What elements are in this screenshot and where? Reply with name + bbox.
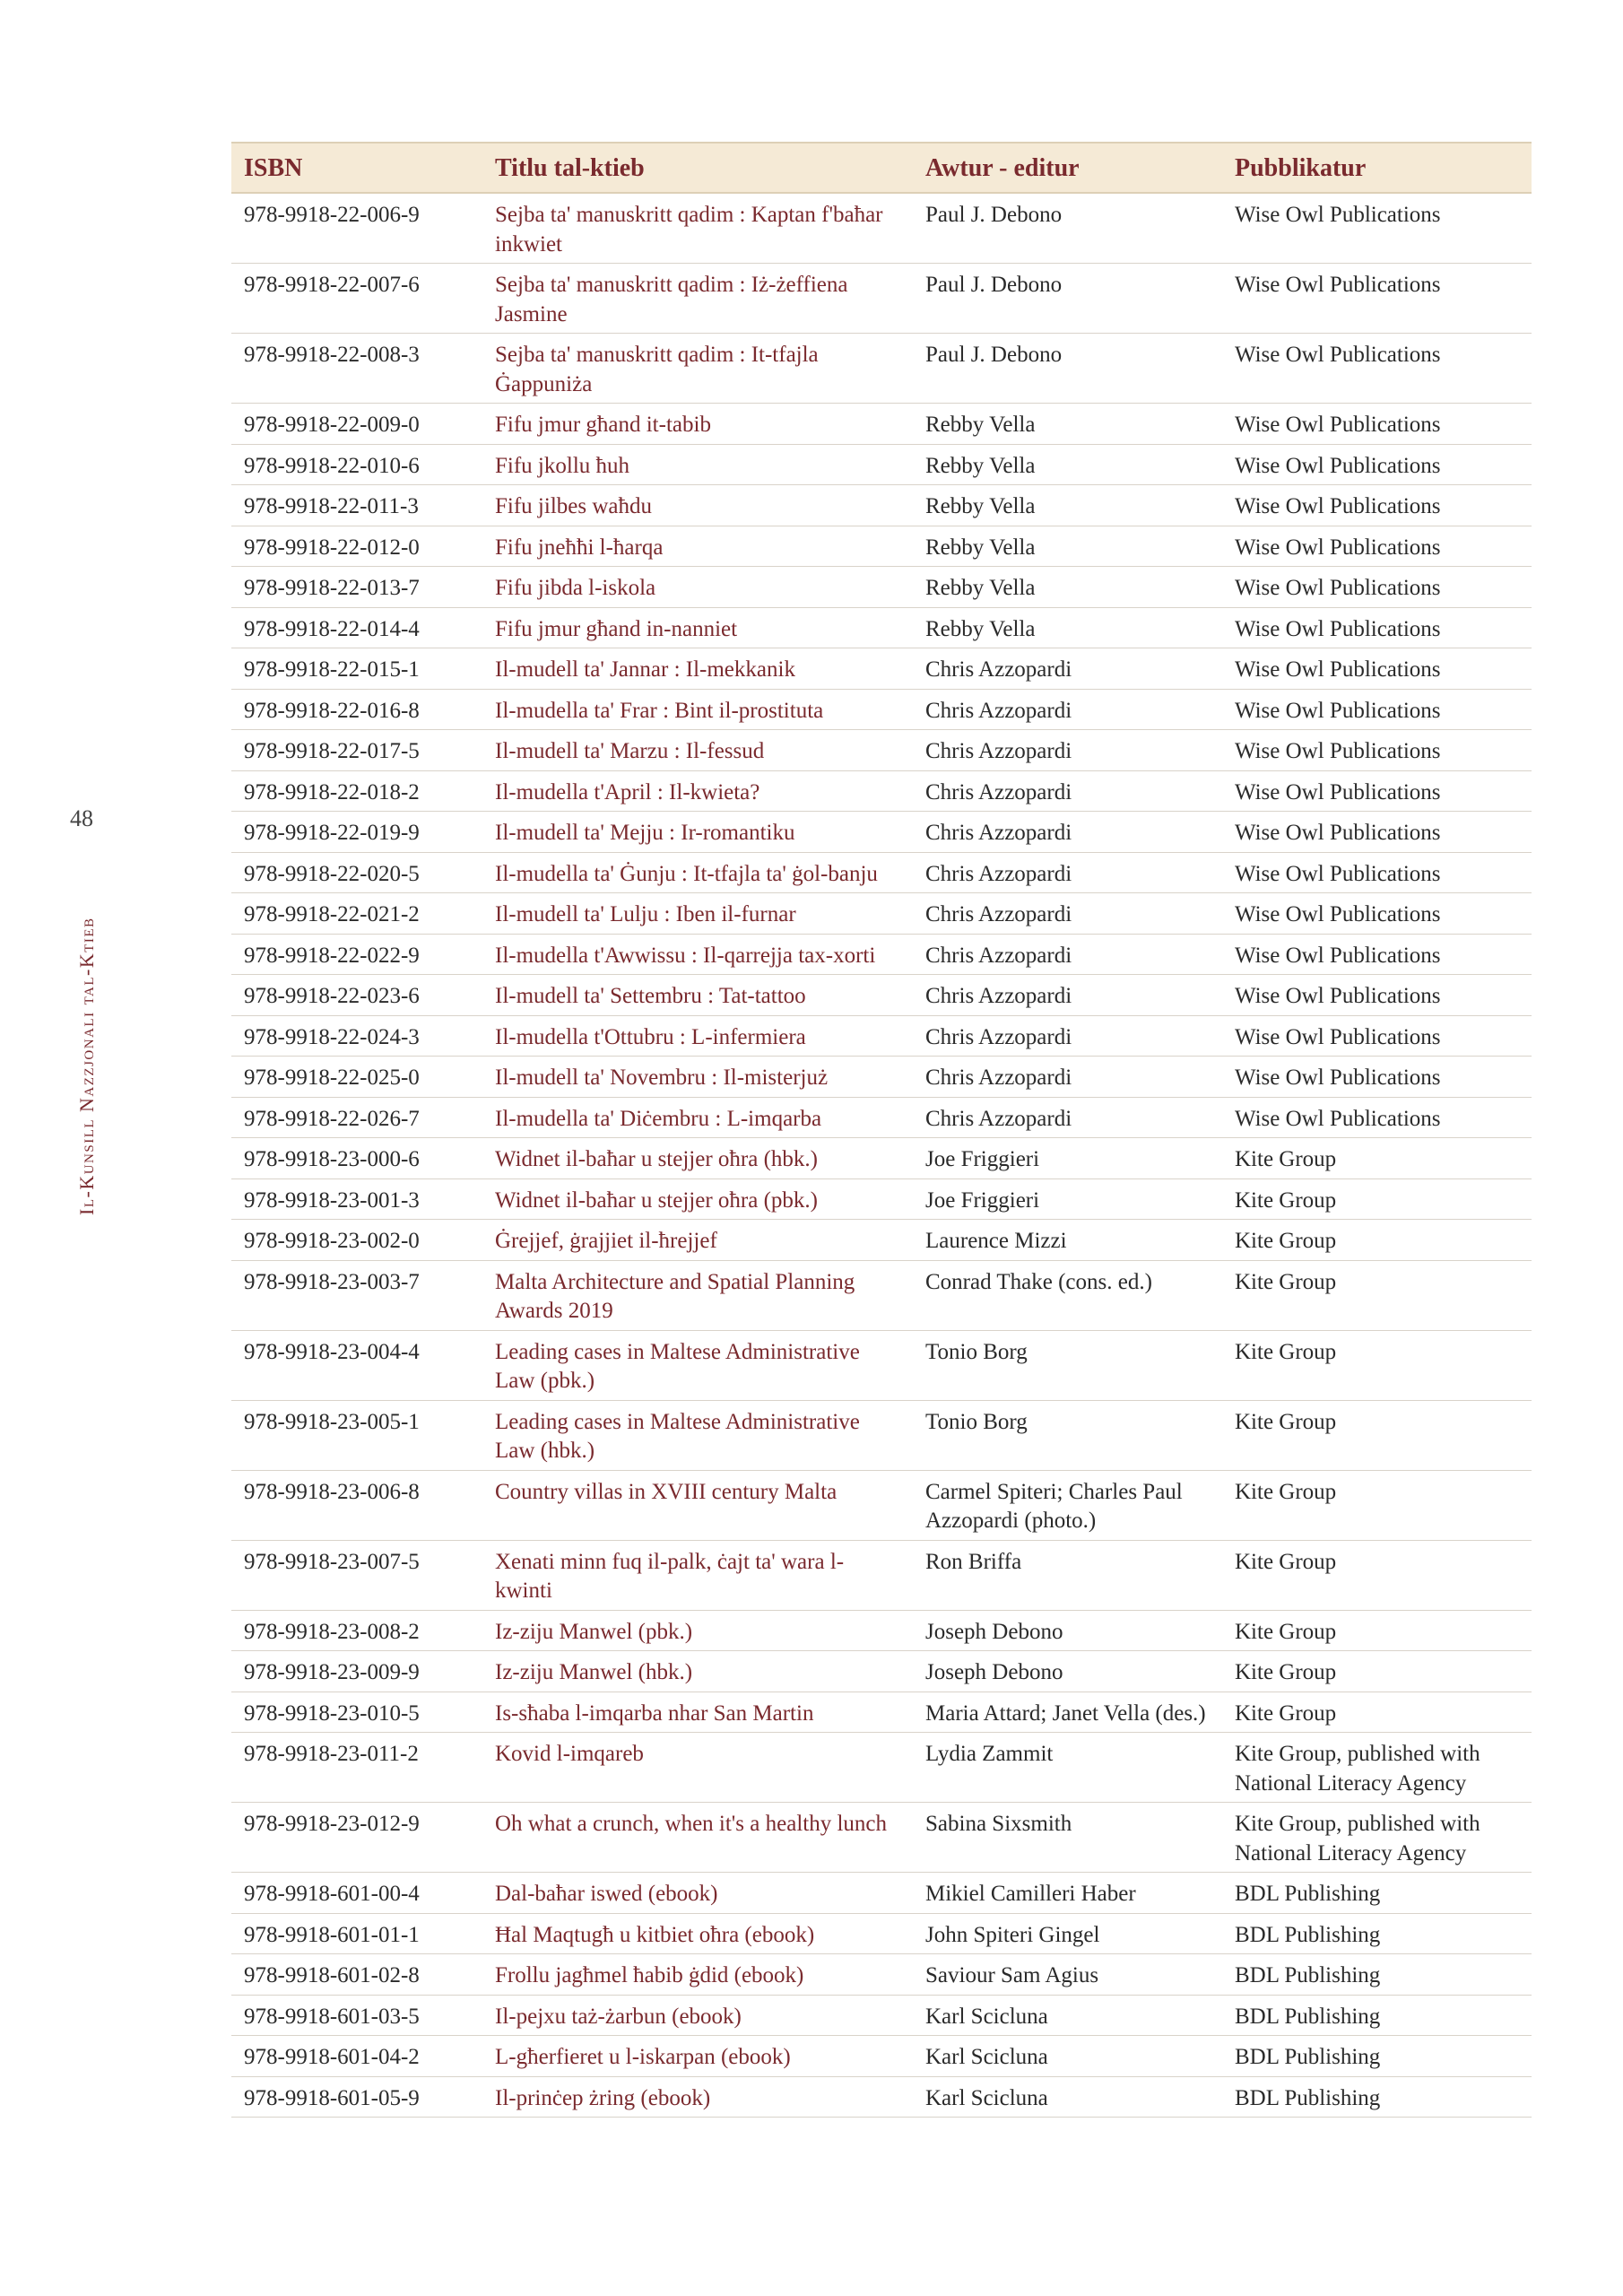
publisher-cell: Kite Group <box>1222 1330 1532 1400</box>
isbn-cell: 978-9918-23-010-5 <box>231 1692 482 1733</box>
isbn-cell: 978-9918-23-003-7 <box>231 1260 482 1330</box>
isbn-cell: 978-9918-22-018-2 <box>231 770 482 812</box>
title-cell: Il-mudell ta' Novembru : Il-misterjuż <box>482 1057 913 1098</box>
table-row <box>231 1733 1532 1803</box>
table-row <box>231 1873 1532 1914</box>
author-cell: Paul J. Debono <box>913 334 1222 404</box>
table-row <box>231 1470 1532 1540</box>
isbn-cell: 978-9918-22-017-5 <box>231 730 482 771</box>
publisher-cell: Wise Owl Publications <box>1222 812 1532 853</box>
isbn-cell: 978-9918-601-04-2 <box>231 2036 482 2077</box>
author-cell: Karl Scicluna <box>913 2076 1222 2118</box>
title-cell: Fifu jmur għand it-tabib <box>482 404 913 445</box>
title-cell: Il-mudella ta' Diċembru : L-imqarba <box>482 1097 913 1138</box>
title-cell: Il-prinċep żring (ebook) <box>482 2076 913 2118</box>
author-cell: Chris Azzopardi <box>913 648 1222 690</box>
author-cell: Rebby Vella <box>913 607 1222 648</box>
title-cell: Il-mudell ta' Mejju : Ir-romantiku <box>482 812 913 853</box>
title-cell: Iz-ziju Manwel (pbk.) <box>482 1610 913 1651</box>
author-cell: Mikiel Camilleri Haber <box>913 1873 1222 1914</box>
table-row <box>231 1220 1532 1261</box>
author-cell: Rebby Vella <box>913 485 1222 526</box>
title-cell: Il-mudell ta' Lulju : Iben il-furnar <box>482 893 913 935</box>
table-row <box>231 1400 1532 1470</box>
table-row <box>231 526 1532 567</box>
isbn-cell: 978-9918-601-02-8 <box>231 1954 482 1996</box>
author-cell: Tonio Borg <box>913 1330 1222 1400</box>
title-cell: Is-sħaba l-imqarba nhar San Martin <box>482 1692 913 1733</box>
running-title: Il-Kunsill Nazzjonali tal-Ktieb <box>75 917 98 1215</box>
isbn-cell: 978-9918-22-015-1 <box>231 648 482 690</box>
isbn-cell: 978-9918-601-00-4 <box>231 1873 482 1914</box>
publisher-cell: BDL Publishing <box>1222 2076 1532 2118</box>
author-cell: Laurence Mizzi <box>913 1220 1222 1261</box>
table-row <box>231 1692 1532 1733</box>
publisher-cell: Wise Owl Publications <box>1222 852 1532 893</box>
table-row <box>231 1178 1532 1220</box>
author-cell: Carmel Spiteri; Charles Paul Azzopardi (photo.) <box>913 1470 1222 1540</box>
publisher-cell: Wise Owl Publications <box>1222 567 1532 608</box>
publisher-cell: Wise Owl Publications <box>1222 1015 1532 1057</box>
author-cell: Chris Azzopardi <box>913 689 1222 730</box>
publisher-cell: Wise Owl Publications <box>1222 334 1532 404</box>
publisher-cell: Kite Group, published with National Literacy Agency <box>1222 1803 1532 1873</box>
isbn-cell: 978-9918-23-001-3 <box>231 1178 482 1220</box>
isbn-cell: 978-9918-23-000-6 <box>231 1138 482 1179</box>
header-author: Awtur - editur <box>925 154 1080 182</box>
author-cell: Joe Friggieri <box>913 1138 1222 1179</box>
isbn-cell: 978-9918-23-011-2 <box>231 1733 482 1803</box>
title-cell: Il-mudell ta' Marzu : Il-fessud <box>482 730 913 771</box>
publisher-cell: Wise Owl Publications <box>1222 648 1532 690</box>
author-cell: Chris Azzopardi <box>913 975 1222 1016</box>
table-row <box>231 1015 1532 1057</box>
author-cell: Paul J. Debono <box>913 264 1222 334</box>
table-row <box>231 264 1532 334</box>
isbn-cell: 978-9918-23-006-8 <box>231 1470 482 1540</box>
title-cell: Sejba ta' manuskritt qadim : Kaptan f'baħar inkwiet <box>482 193 913 264</box>
isbn-cell: 978-9918-22-016-8 <box>231 689 482 730</box>
title-cell: Sejba ta' manuskritt qadim : It-tfajla Ġappuniża <box>482 334 913 404</box>
title-cell: Kovid l-imqareb <box>482 1733 913 1803</box>
title-cell: Il-mudell ta' Settembru : Tat-tattoo <box>482 975 913 1016</box>
title-cell: Oh what a crunch, when it's a healthy lunch <box>482 1803 913 1873</box>
table-row <box>231 193 1532 264</box>
author-cell: Maria Attard; Janet Vella (des.) <box>913 1692 1222 1733</box>
title-cell: Widnet il-baħar u stejjer oħra (pbk.) <box>482 1178 913 1220</box>
title-cell: Il-mudella t'April : Il-kwieta? <box>482 770 913 812</box>
isbn-cell: 978-9918-23-008-2 <box>231 1610 482 1651</box>
publisher-cell: Kite Group <box>1222 1610 1532 1651</box>
author-cell: Chris Azzopardi <box>913 1097 1222 1138</box>
title-cell: Country villas in XVIII century Malta <box>482 1470 913 1540</box>
title-cell: Fifu jmur għand in-nanniet <box>482 607 913 648</box>
author-cell: Tonio Borg <box>913 1400 1222 1470</box>
publisher-cell: Kite Group <box>1222 1470 1532 1540</box>
page-number: 48 <box>70 805 93 831</box>
publisher-cell: Wise Owl Publications <box>1222 526 1532 567</box>
publisher-cell: BDL Publishing <box>1222 1913 1532 1954</box>
title-cell: Il-mudella t'Ottubru : L-infermiera <box>482 1015 913 1057</box>
table-row <box>231 404 1532 445</box>
publisher-cell: Wise Owl Publications <box>1222 607 1532 648</box>
table-row <box>231 1330 1532 1400</box>
title-cell: Leading cases in Maltese Administrative Law (pbk.) <box>482 1330 913 1400</box>
author-cell: Rebby Vella <box>913 567 1222 608</box>
title-cell: Widnet il-baħar u stejjer oħra (hbk.) <box>482 1138 913 1179</box>
publisher-cell: Kite Group, published with National Literacy Agency <box>1222 1733 1532 1803</box>
isbn-cell: 978-9918-601-03-5 <box>231 1995 482 2036</box>
table-row <box>231 1097 1532 1138</box>
header-row <box>231 143 1532 193</box>
author-cell: Chris Azzopardi <box>913 812 1222 853</box>
author-cell: Chris Azzopardi <box>913 730 1222 771</box>
title-cell: Il-mudella ta' Ġunju : It-tfajla ta' ġol-banju <box>482 852 913 893</box>
isbn-cell: 978-9918-22-019-9 <box>231 812 482 853</box>
header-publisher: Pubblikatur <box>1235 154 1367 182</box>
publisher-cell: Kite Group <box>1222 1400 1532 1470</box>
author-cell: Saviour Sam Agius <box>913 1954 1222 1996</box>
title-cell: Fifu jneħħi l-ħarqa <box>482 526 913 567</box>
table-row <box>231 2036 1532 2077</box>
publisher-cell: Wise Owl Publications <box>1222 934 1532 975</box>
header-isbn: ISBN <box>244 154 303 182</box>
publisher-cell: Wise Owl Publications <box>1222 1057 1532 1098</box>
title-cell: Malta Architecture and Spatial Planning Awards 2019 <box>482 1260 913 1330</box>
isbn-cell: 978-9918-22-011-3 <box>231 485 482 526</box>
publisher-cell: Kite Group <box>1222 1260 1532 1330</box>
publisher-cell: Kite Group <box>1222 1692 1532 1733</box>
table-row <box>231 1954 1532 1996</box>
author-cell: Rebby Vella <box>913 526 1222 567</box>
title-cell: Il-pejxu taż-żarbun (ebook) <box>482 1995 913 2036</box>
table-row <box>231 485 1532 526</box>
author-cell: Paul J. Debono <box>913 193 1222 264</box>
publisher-cell: Kite Group <box>1222 1220 1532 1261</box>
table-row <box>231 1138 1532 1179</box>
isbn-cell: 978-9918-23-004-4 <box>231 1330 482 1400</box>
isbn-cell: 978-9918-22-006-9 <box>231 193 482 264</box>
author-cell: Chris Azzopardi <box>913 1057 1222 1098</box>
title-cell: L-għerfieret u l-iskarpan (ebook) <box>482 2036 913 2077</box>
isbn-cell: 978-9918-22-012-0 <box>231 526 482 567</box>
table-row <box>231 1803 1532 1873</box>
publisher-cell: Wise Owl Publications <box>1222 893 1532 935</box>
publisher-cell: Wise Owl Publications <box>1222 485 1532 526</box>
table-row <box>231 770 1532 812</box>
table-row <box>231 1651 1532 1692</box>
title-cell: Il-mudella ta' Frar : Bint il-prostituta <box>482 689 913 730</box>
table-row <box>231 607 1532 648</box>
title-cell: Xenati minn fuq il-palk, ċajt ta' wara l-kwinti <box>482 1540 913 1610</box>
author-cell: John Spiteri Gingel <box>913 1913 1222 1954</box>
publisher-cell: BDL Publishing <box>1222 1954 1532 1996</box>
author-cell: Chris Azzopardi <box>913 1015 1222 1057</box>
isbn-cell: 978-9918-22-024-3 <box>231 1015 482 1057</box>
publisher-cell: Kite Group <box>1222 1651 1532 1692</box>
author-cell: Ron Briffa <box>913 1540 1222 1610</box>
publisher-cell: Wise Owl Publications <box>1222 1097 1532 1138</box>
isbn-cell: 978-9918-22-014-4 <box>231 607 482 648</box>
table-body <box>231 193 1532 2118</box>
isbn-cell: 978-9918-23-007-5 <box>231 1540 482 1610</box>
title-cell: Sejba ta' manuskritt qadim : Iż-żeffiena Jasmine <box>482 264 913 334</box>
isbn-cell: 978-9918-22-022-9 <box>231 934 482 975</box>
table-row <box>231 1057 1532 1098</box>
isbn-cell: 978-9918-601-05-9 <box>231 2076 482 2118</box>
author-cell: Chris Azzopardi <box>913 770 1222 812</box>
header-title: Titlu tal-ktieb <box>495 154 645 182</box>
table-row <box>231 567 1532 608</box>
publisher-cell: Wise Owl Publications <box>1222 730 1532 771</box>
author-cell: Karl Scicluna <box>913 1995 1222 2036</box>
table-row <box>231 934 1532 975</box>
title-cell: Il-mudella t'Awwissu : Il-qarrejja tax-xorti <box>482 934 913 975</box>
publisher-cell: BDL Publishing <box>1222 1995 1532 2036</box>
publisher-cell: Wise Owl Publications <box>1222 444 1532 485</box>
table-row <box>231 1913 1532 1954</box>
isbn-cell: 978-9918-22-026-7 <box>231 1097 482 1138</box>
publisher-cell: Kite Group <box>1222 1540 1532 1610</box>
author-cell: Chris Azzopardi <box>913 852 1222 893</box>
table-row <box>231 334 1532 404</box>
isbn-cell: 978-9918-23-002-0 <box>231 1220 482 1261</box>
publisher-cell: Wise Owl Publications <box>1222 770 1532 812</box>
author-cell: Conrad Thake (cons. ed.) <box>913 1260 1222 1330</box>
isbn-cell: 978-9918-22-007-6 <box>231 264 482 334</box>
isbn-cell: 978-9918-23-009-9 <box>231 1651 482 1692</box>
title-cell: Fifu jibda l-iskola <box>482 567 913 608</box>
author-cell: Rebby Vella <box>913 404 1222 445</box>
isbn-table <box>231 142 1532 2118</box>
author-cell: Joseph Debono <box>913 1610 1222 1651</box>
author-cell: Rebby Vella <box>913 444 1222 485</box>
isbn-cell: 978-9918-22-010-6 <box>231 444 482 485</box>
publisher-cell: Wise Owl Publications <box>1222 975 1532 1016</box>
table-row <box>231 730 1532 771</box>
table-row <box>231 1995 1532 2036</box>
table-row <box>231 689 1532 730</box>
title-cell: Iz-ziju Manwel (hbk.) <box>482 1651 913 1692</box>
isbn-cell: 978-9918-22-009-0 <box>231 404 482 445</box>
author-cell: Chris Azzopardi <box>913 893 1222 935</box>
table-row <box>231 444 1532 485</box>
publisher-cell: Kite Group <box>1222 1138 1532 1179</box>
title-cell: Fifu jilbes waħdu <box>482 485 913 526</box>
table-row <box>231 2076 1532 2118</box>
publisher-cell: Kite Group <box>1222 1178 1532 1220</box>
title-cell: Fifu jkollu ħuh <box>482 444 913 485</box>
title-cell: Ġrejjef, ġrajjiet il-ħrejjef <box>482 1220 913 1261</box>
publisher-cell: Wise Owl Publications <box>1222 404 1532 445</box>
isbn-cell: 978-9918-22-020-5 <box>231 852 482 893</box>
publisher-cell: BDL Publishing <box>1222 1873 1532 1914</box>
isbn-cell: 978-9918-22-013-7 <box>231 567 482 608</box>
table-row <box>231 812 1532 853</box>
publisher-cell: BDL Publishing <box>1222 2036 1532 2077</box>
table-row <box>231 648 1532 690</box>
table-row <box>231 1610 1532 1651</box>
publisher-cell: Wise Owl Publications <box>1222 193 1532 264</box>
isbn-cell: 978-9918-22-008-3 <box>231 334 482 404</box>
isbn-cell: 978-9918-23-012-9 <box>231 1803 482 1873</box>
author-cell: Joseph Debono <box>913 1651 1222 1692</box>
isbn-cell: 978-9918-23-005-1 <box>231 1400 482 1470</box>
title-cell: Il-mudell ta' Jannar : Il-mekkanik <box>482 648 913 690</box>
table-row <box>231 1540 1532 1610</box>
author-cell: Sabina Sixsmith <box>913 1803 1222 1873</box>
author-cell: Joe Friggieri <box>913 1178 1222 1220</box>
author-cell: Karl Scicluna <box>913 2036 1222 2077</box>
table-row <box>231 852 1532 893</box>
table-row <box>231 893 1532 935</box>
title-cell: Ħal Maqtugħ u kitbiet oħra (ebook) <box>482 1913 913 1954</box>
table-row <box>231 1260 1532 1330</box>
isbn-cell: 978-9918-601-01-1 <box>231 1913 482 1954</box>
publisher-cell: Wise Owl Publications <box>1222 264 1532 334</box>
title-cell: Leading cases in Maltese Administrative Law (hbk.) <box>482 1400 913 1470</box>
isbn-cell: 978-9918-22-025-0 <box>231 1057 482 1098</box>
author-cell: Lydia Zammit <box>913 1733 1222 1803</box>
title-cell: Frollu jagħmel ħabib ġdid (ebook) <box>482 1954 913 1996</box>
isbn-cell: 978-9918-22-023-6 <box>231 975 482 1016</box>
publisher-cell: Wise Owl Publications <box>1222 689 1532 730</box>
table-row <box>231 975 1532 1016</box>
title-cell: Dal-baħar iswed (ebook) <box>482 1873 913 1914</box>
isbn-cell: 978-9918-22-021-2 <box>231 893 482 935</box>
author-cell: Chris Azzopardi <box>913 934 1222 975</box>
